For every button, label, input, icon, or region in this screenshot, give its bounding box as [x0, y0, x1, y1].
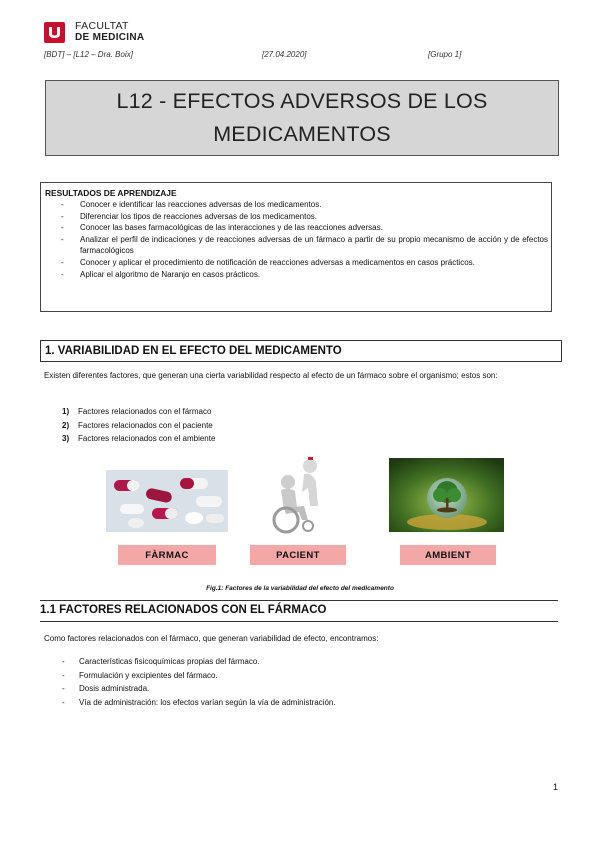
objective-item: - Conocer las bases farmacológicas de las interacciones y de las reacciones adversas.	[61, 223, 383, 233]
section-top-rule	[40, 600, 558, 601]
lecture-date: [27.04.2020]	[262, 50, 307, 59]
objective-item: - Aplicar el algoritmo de Naranjo en casos prácticos.	[61, 269, 261, 279]
course-info: [BDT] – [L12 – Dra. Boix]	[44, 50, 133, 59]
logo-text-line1: FACULTAT	[75, 20, 129, 32]
figure-caption: Fig.1: Factores de la variabilidad del efecto del medicamento	[206, 585, 394, 592]
lecture-title-box	[45, 80, 559, 156]
list-item: - Características fisicoquímicas propias del fármaco.	[62, 657, 260, 666]
objective-item: - Diferenciar los tipos de reacciones adversas de los medicamentos.	[61, 211, 318, 221]
page-number: 1	[552, 782, 558, 792]
title-line2: MEDICAMENTOS	[213, 122, 391, 146]
title-line1: L12 - EFECTOS ADVERSOS DE LOS	[116, 89, 488, 113]
label-pacient: PACIENT	[250, 545, 346, 565]
factor-item: 1) Factores relacionados con el fármaco	[62, 407, 212, 416]
factors-list	[62, 405, 215, 446]
objectives-heading: RESULTADOS DE APRENDIZAJE	[45, 188, 177, 198]
objective-item: - Analizar el perfil de indicaciones y de reacciones adversas de un fármaco a partir de su propio mecanismo de acción y de efectos farmacológicos	[61, 234, 548, 256]
university-logo-icon	[44, 22, 65, 43]
objective-item: - Conocer e identificar las reacciones adversas de los medicamentos.	[61, 200, 322, 209]
factor-item: 3) Factores relacionados con el ambiente	[62, 434, 216, 443]
section-1-1-intro: Como factores relacionados con el fármaco, que generan variabilidad de efecto, encontramos:	[44, 634, 379, 643]
list-item: - Dosis administrada.	[62, 684, 150, 694]
pills-image	[106, 470, 228, 532]
faculty-logo	[44, 21, 144, 43]
section-1-1-heading: 1.1 FACTORES RELACIONADOS CON EL FÁRMACO	[40, 604, 327, 616]
section-1-heading: 1. VARIABILIDAD EN EL EFECTO DEL MEDICAMENTO	[40, 340, 562, 362]
label-ambient: AMBIENT	[400, 545, 496, 565]
section-1-intro: Existen diferentes factores, que generan una cierta variabilidad respecto al efecto de un fármaco sobre el organismo; estos son:	[44, 371, 498, 380]
list-item: - Formulación y excipientes del fármaco.	[62, 670, 218, 680]
list-item: - Vía de administración: los efectos varían según la vía de administración.	[62, 697, 336, 707]
label-farmac: FÀRMAC	[118, 545, 216, 565]
patient-image	[264, 456, 334, 536]
group-info: [Grupo 1]	[428, 50, 462, 59]
factor-item: 2) Factores relacionados con el paciente	[62, 420, 213, 430]
logo-text-line2: DE MEDICINA	[75, 32, 145, 43]
objective-item: - Conocer y aplicar el procedimiento de notificación de reacciones adversas a medicamentos en casos prácticos.	[61, 257, 475, 267]
objectives-list	[45, 199, 548, 280]
section-bottom-rule	[40, 621, 558, 622]
drug-factors-list	[62, 655, 336, 709]
learning-objectives-box	[40, 182, 552, 312]
environment-image	[389, 458, 504, 532]
